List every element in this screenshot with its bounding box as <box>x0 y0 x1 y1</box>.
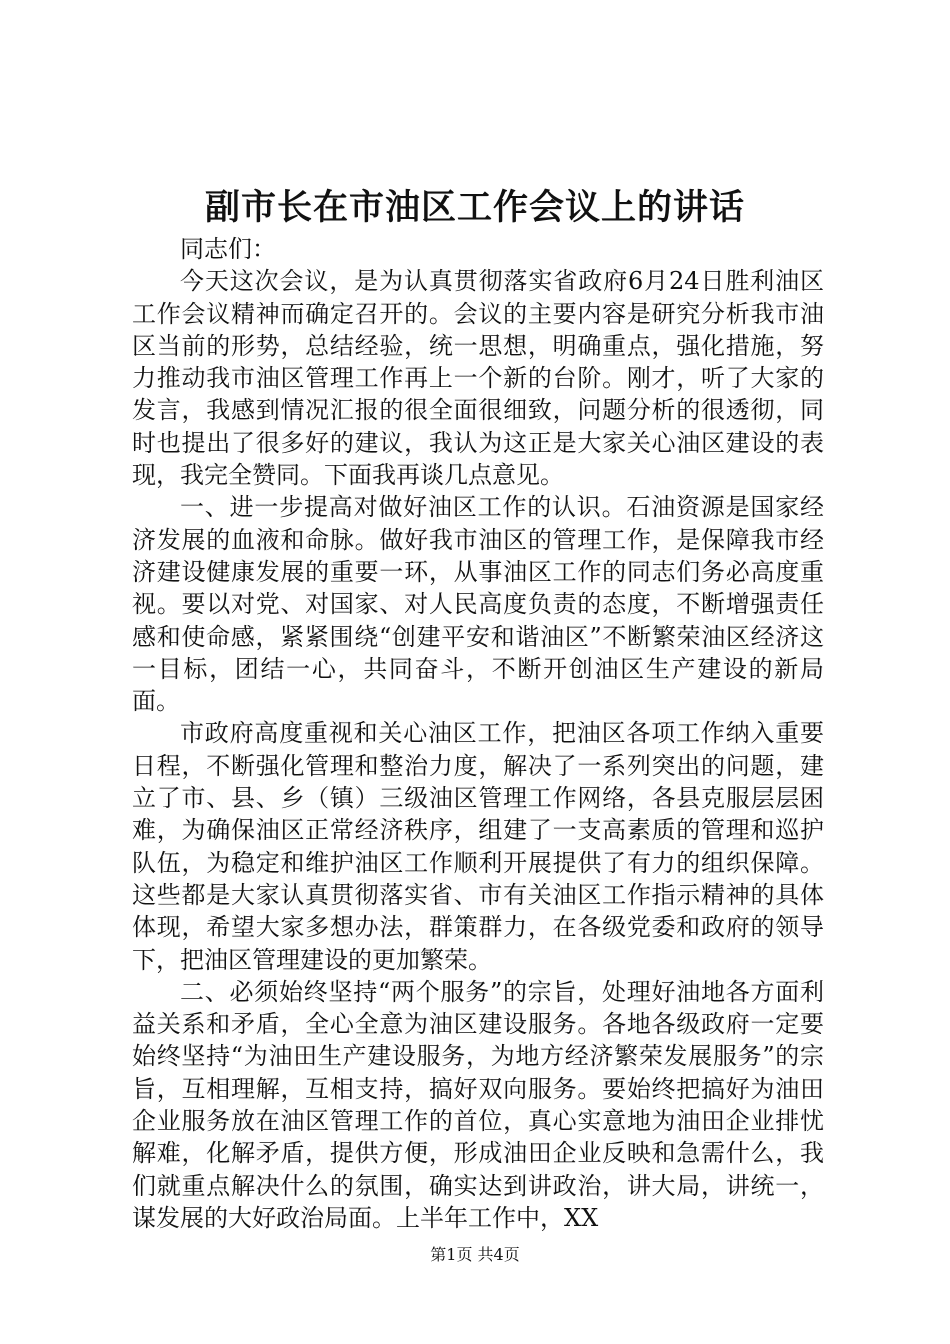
intro-paragraph: 今天这次会议，是为认真贯彻落实省政府6月24日胜利油区工作会议精神而确定召开的。会议的主要内容是研究分析我市油区当前的形势，总结经验，统一思想，明确重点，强化措施，努力推动我市油区管理工作再上一个新的台阶。刚才，听了大家的发言，我感到情况汇报的很全面很细致，问题分析的很透彻，同时也提出了很多好的建议，我认为这正是大家关心油区建设的表现，我完全赞同。下面我再谈几点意见。 <box>132 267 824 490</box>
salutation-paragraph: 同志们： <box>180 235 276 263</box>
section-two-paragraph: 二、必须始终坚持“两个服务”的宗旨，处理好油地各方面利益关系和矛盾，全心全意为油区建设服务。各地各级政府一定要始终坚持“为油田生产建设服务，为地方经济繁荣发展服务”的宗旨，互相理解，互相支持，搞好双向服务。要始终把搞好为油田企业服务放在油区管理工作的首位，真心实意地为油田企业排忧解难，化解矛盾，提供方便，形成油田企业反映和急需什么，我们就重点解决什么的氛围，确实达到讲政治，讲大局，讲统一，谋发展的大好政治局面。上半年工作中，XX <box>132 977 824 1232</box>
section-one-paragraph: 一、进一步提高对做好油区工作的认识。石油资源是国家经济发展的血液和命脉。做好我市油区的管理工作，是保障我市经济建设健康发展的重要一环，从事油区工作的同志们务必高度重视。要以对党、对国家、对人民高度负责的态度，不断增强责任感和使命感，紧紧围绕“创建平安和谐油区”不断繁荣油区经济这一目标，团结一心，共同奋斗，不断开创油区生产建设的新局面。 <box>132 493 824 716</box>
document-title: 副市长在市油区工作会议上的讲话 <box>204 187 745 228</box>
document-body <box>132 233 824 1234</box>
page-number-footer: 第1页 共4页 <box>430 1245 520 1264</box>
government-work-paragraph: 市政府高度重视和关心油区工作，把油区各项工作纳入重要日程，不断强化管理和整治力度，解决了一系列突出的问题，建立了市、县、乡（镇）三级油区管理工作网络，各县克服层层困难，为确保油区正常经济秩序，组建了一支高素质的管理和巡护队伍，为稳定和维护油区工作顺利开展提供了有力的组织保障。这些都是大家认真贯彻落实省、市有关油区工作指示精神的具体体现，希望大家多想办法，群策群力，在各级党委和政府的领导下，把油区管理建设的更加繁荣。 <box>132 719 824 974</box>
